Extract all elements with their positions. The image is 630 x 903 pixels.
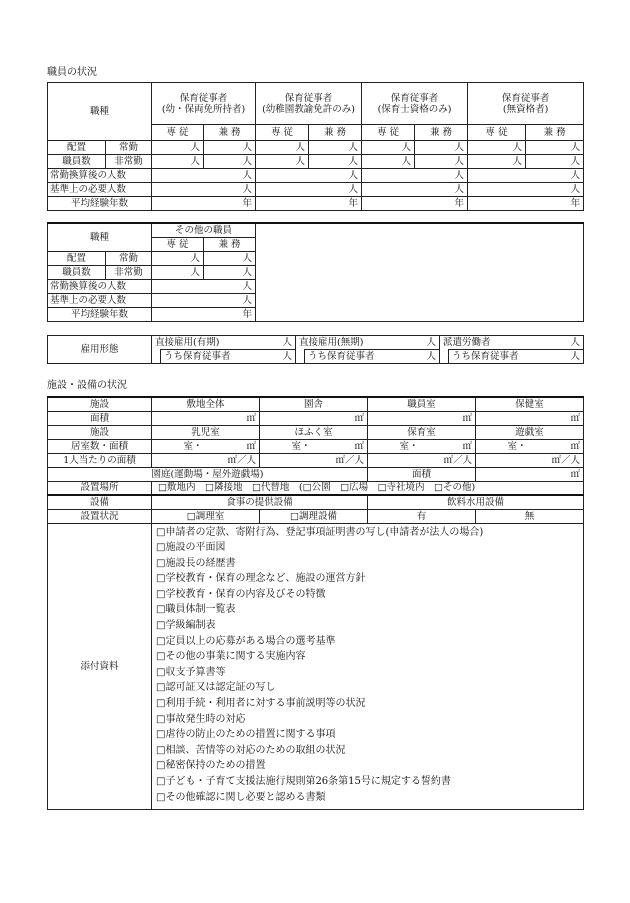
- attachment-item[interactable]: □施設長の経歴書: [156, 557, 236, 569]
- hijokin-label: 非常勤: [106, 155, 152, 169]
- area-cell[interactable]: ㎡: [206, 439, 260, 453]
- haichi-label: 配置: [48, 141, 106, 155]
- attachment-item[interactable]: □施設の平面図: [156, 542, 226, 554]
- room-count-cell[interactable]: 室・: [260, 439, 314, 453]
- inryo-label: 飲料水用設備: [368, 495, 584, 509]
- kansan-label: 常勤換算後の人数: [48, 169, 152, 183]
- input-cell[interactable]: 人: [526, 155, 584, 169]
- input-cell[interactable]: 人: [152, 251, 204, 265]
- attachment-item[interactable]: □事故発生時の対応: [156, 713, 246, 725]
- koyo-label: 雇用形態: [48, 336, 152, 364]
- input-cell[interactable]: 人: [152, 265, 204, 279]
- input-cell[interactable]: 人: [256, 155, 309, 169]
- input-cell[interactable]: 人: [152, 169, 256, 183]
- kenmu-header: 兼 務: [204, 125, 256, 141]
- cat3-header: 保育従事者 (保育士資格のみ): [362, 83, 468, 125]
- kenmu-header: 兼 務: [204, 237, 256, 251]
- attachment-item[interactable]: □その他の事業に関する実施内容: [156, 651, 306, 663]
- input-cell[interactable]: ㎡: [152, 411, 260, 425]
- kansan-label: 常勤換算後の人数: [48, 279, 152, 293]
- chori-setsubi-checkbox[interactable]: □調理設備: [260, 509, 368, 523]
- koyo-sub-label: うち保育従事者: [308, 351, 375, 362]
- input-cell[interactable]: 人: [526, 141, 584, 155]
- facility-name: 遊戯室: [476, 425, 584, 439]
- facility-name: 保育室: [368, 425, 476, 439]
- senju-header: 専 従: [362, 125, 415, 141]
- other-staff-header: その他の職員: [152, 223, 256, 237]
- attachment-item[interactable]: □定員以上の応募がある場合の選考基準: [156, 635, 336, 647]
- input-cell[interactable]: 人: [362, 169, 468, 183]
- kijun-label: 基準上の必要人数: [48, 293, 152, 307]
- input-cell[interactable]: 年: [362, 197, 468, 211]
- koyo-sub-label: うち保育従事者: [164, 351, 231, 362]
- attachment-item[interactable]: □認可証又は認定証の写し: [156, 682, 276, 694]
- input-cell[interactable]: 人: [152, 293, 256, 307]
- input-cell[interactable]: 人: [204, 155, 256, 169]
- tenpu-label: 添付資料: [48, 523, 152, 809]
- input-cell[interactable]: ㎡／人: [260, 453, 368, 467]
- shisetsu-label: 施設: [48, 397, 152, 411]
- kyoshitsu-label: 居室数・面積: [48, 439, 152, 453]
- input-cell[interactable]: 人: [468, 183, 584, 197]
- attachment-item[interactable]: □学級編制表: [156, 620, 216, 632]
- attachment-item[interactable]: □相談、苦情等の対応のための取組の状況: [156, 744, 346, 756]
- input-cell[interactable]: 人: [468, 169, 584, 183]
- jokin-label: 常勤: [106, 251, 152, 265]
- input-cell[interactable]: 人: [256, 141, 309, 155]
- senju-header: 専 従: [152, 237, 204, 251]
- unit: 人: [426, 351, 436, 362]
- menseki-label: 面積: [368, 467, 476, 481]
- input-cell[interactable]: 人: [468, 155, 526, 169]
- kijun-label: 基準上の必要人数: [48, 183, 152, 197]
- facility-name: 園舎: [260, 397, 368, 411]
- shokushu-header: 職種: [48, 223, 152, 251]
- staff-table: [47, 82, 584, 211]
- input-cell[interactable]: 年: [468, 197, 584, 211]
- shokushu-header: 職種: [48, 83, 152, 141]
- input-cell[interactable]: ㎡: [476, 411, 584, 425]
- koyo-item-1[interactable]: [152, 336, 296, 364]
- hijokin-label: 非常勤: [106, 265, 152, 279]
- input-cell[interactable]: 人: [309, 155, 362, 169]
- cat1-header: 保育従事者 (幼・保両免所持者): [152, 83, 256, 125]
- input-cell[interactable]: 人: [256, 169, 362, 183]
- other-staff-table: [47, 222, 584, 322]
- attachment-item[interactable]: □その他確認に関し必要と認める書類: [156, 791, 326, 803]
- facility-name: 保健室: [476, 397, 584, 411]
- menseki-label: 面積: [48, 411, 152, 425]
- input-cell[interactable]: 人: [362, 155, 415, 169]
- input-cell[interactable]: 人: [415, 141, 468, 155]
- koyo-item-label: 直接雇用(無期): [299, 337, 364, 348]
- attachment-list: [152, 523, 584, 809]
- shokuji-label: 食事の提供設備: [152, 495, 368, 509]
- setchi-jokyo-label: 設置状況: [48, 509, 152, 523]
- area-cell[interactable]: ㎡: [530, 439, 584, 453]
- input-cell[interactable]: 人: [468, 141, 526, 155]
- facility-name: ほふく室: [260, 425, 368, 439]
- input-cell[interactable]: 人: [152, 155, 204, 169]
- heikin-label: 平均経験年数: [48, 197, 152, 211]
- haichi-label: 配置: [48, 251, 106, 265]
- attachment-item[interactable]: □秘密保持のための措置: [156, 760, 266, 772]
- room-count-cell[interactable]: 室・: [476, 439, 530, 453]
- chorishitsu-checkbox[interactable]: □調理室: [152, 509, 260, 523]
- input-cell[interactable]: 人: [309, 141, 362, 155]
- jokin-label: 常勤: [106, 141, 152, 155]
- room-count-cell[interactable]: 室・: [368, 439, 422, 453]
- attachment-item[interactable]: □学校教育・保育の内容及びその特徴: [156, 588, 326, 600]
- senju-header: 専 従: [152, 125, 204, 141]
- area-cell[interactable]: ㎡: [422, 439, 476, 453]
- area-cell[interactable]: ㎡: [314, 439, 368, 453]
- unit: 人: [282, 337, 292, 348]
- attachment-item[interactable]: □職員体制一覧表: [156, 604, 236, 616]
- unit: 人: [282, 351, 292, 362]
- kenmu-header: 兼 務: [309, 125, 362, 141]
- input-cell[interactable]: ㎡／人: [368, 453, 476, 467]
- kenmu-header: 兼 務: [526, 125, 584, 141]
- setchi-label: 設置場所: [48, 481, 152, 495]
- cat4-header: 保育従事者 (無資格者): [468, 83, 584, 125]
- attachment-item[interactable]: □申請者の定款、寄附行為、登記事項証明書の写し(申請者が法人の場合): [156, 526, 484, 538]
- unit: 人: [570, 337, 580, 348]
- input-cell[interactable]: 年: [256, 197, 362, 211]
- input-cell[interactable]: 人: [415, 155, 468, 169]
- attachment-item[interactable]: □利用手続・利用者に対する事前説明等の状況: [156, 698, 366, 710]
- input-cell[interactable]: ㎡: [476, 467, 584, 481]
- heikin-label: 平均経験年数: [48, 307, 152, 321]
- input-cell[interactable]: 人: [204, 265, 256, 279]
- input-cell[interactable]: 人: [204, 141, 256, 155]
- koyo-sub-label: うち保育従事者: [452, 351, 519, 362]
- input-cell[interactable]: 年: [152, 307, 256, 321]
- input-cell[interactable]: 人: [256, 183, 362, 197]
- attachment-item[interactable]: □収支予算書等: [156, 666, 226, 678]
- unit: 人: [426, 337, 436, 348]
- blank-area: [256, 223, 584, 321]
- setsubi-label: 設備: [48, 495, 152, 509]
- facility-table: [47, 396, 584, 810]
- attachment-item[interactable]: □学校教育・保育の理念など、施設の運営方針: [156, 573, 366, 585]
- nashi-option[interactable]: 無: [476, 509, 584, 523]
- shisetsu-label: 施設: [48, 425, 152, 439]
- staff-section-title: 職員の状況: [47, 67, 97, 78]
- senju-header: 専 従: [256, 125, 309, 141]
- attachment-item[interactable]: □虐待の防止のための措置に関する事項: [156, 729, 336, 741]
- koyo-item-label: 派遣労働者: [443, 337, 491, 348]
- facility-name: 敷地全体: [152, 397, 260, 411]
- input-cell[interactable]: ㎡／人: [476, 453, 584, 467]
- input-cell[interactable]: 人: [204, 251, 256, 265]
- input-cell[interactable]: 年: [152, 197, 256, 211]
- input-cell[interactable]: ㎡: [260, 411, 368, 425]
- senju-header: 専 従: [468, 125, 526, 141]
- ari-option[interactable]: 有: [368, 509, 476, 523]
- koyo-item-3[interactable]: [440, 336, 584, 364]
- input-cell[interactable]: 人: [152, 183, 256, 197]
- room-count-cell[interactable]: 室・: [152, 439, 206, 453]
- facility-section-title: 施設・設備の状況: [47, 380, 127, 391]
- attachment-item[interactable]: □子ども・子育て支援法施行規則第26条第15号に規定する誓約書: [156, 776, 451, 787]
- per-person-label: 1人当たりの面積: [48, 453, 152, 467]
- cat2-header: 保育従事者 (幼稚園教諭免許のみ): [256, 83, 362, 125]
- koyo-item-label: 直接雇用(有期): [155, 337, 220, 348]
- entei-label: 園庭(運動場・屋外遊戯場): [48, 467, 368, 481]
- input-cell[interactable]: ㎡／人: [152, 453, 260, 467]
- input-cell[interactable]: ㎡: [368, 411, 476, 425]
- shokuinsu-label: 職員数: [48, 265, 106, 279]
- employment-table: [47, 335, 584, 364]
- kenmu-header: 兼 務: [415, 125, 468, 141]
- input-cell[interactable]: 人: [362, 183, 468, 197]
- koyo-item-2[interactable]: [296, 336, 440, 364]
- shokuinsu-label: 職員数: [48, 155, 106, 169]
- input-cell[interactable]: 人: [152, 279, 256, 293]
- unit: 人: [570, 351, 580, 362]
- facility-name: 乳児室: [152, 425, 260, 439]
- facility-name: 職員室: [368, 397, 476, 411]
- input-cell[interactable]: 人: [362, 141, 415, 155]
- setchi-options[interactable]: □敷地内 □隣接地 □代替地 (□公園 □広場 □寺社境内 □その他): [152, 481, 584, 495]
- input-cell[interactable]: 人: [152, 141, 204, 155]
